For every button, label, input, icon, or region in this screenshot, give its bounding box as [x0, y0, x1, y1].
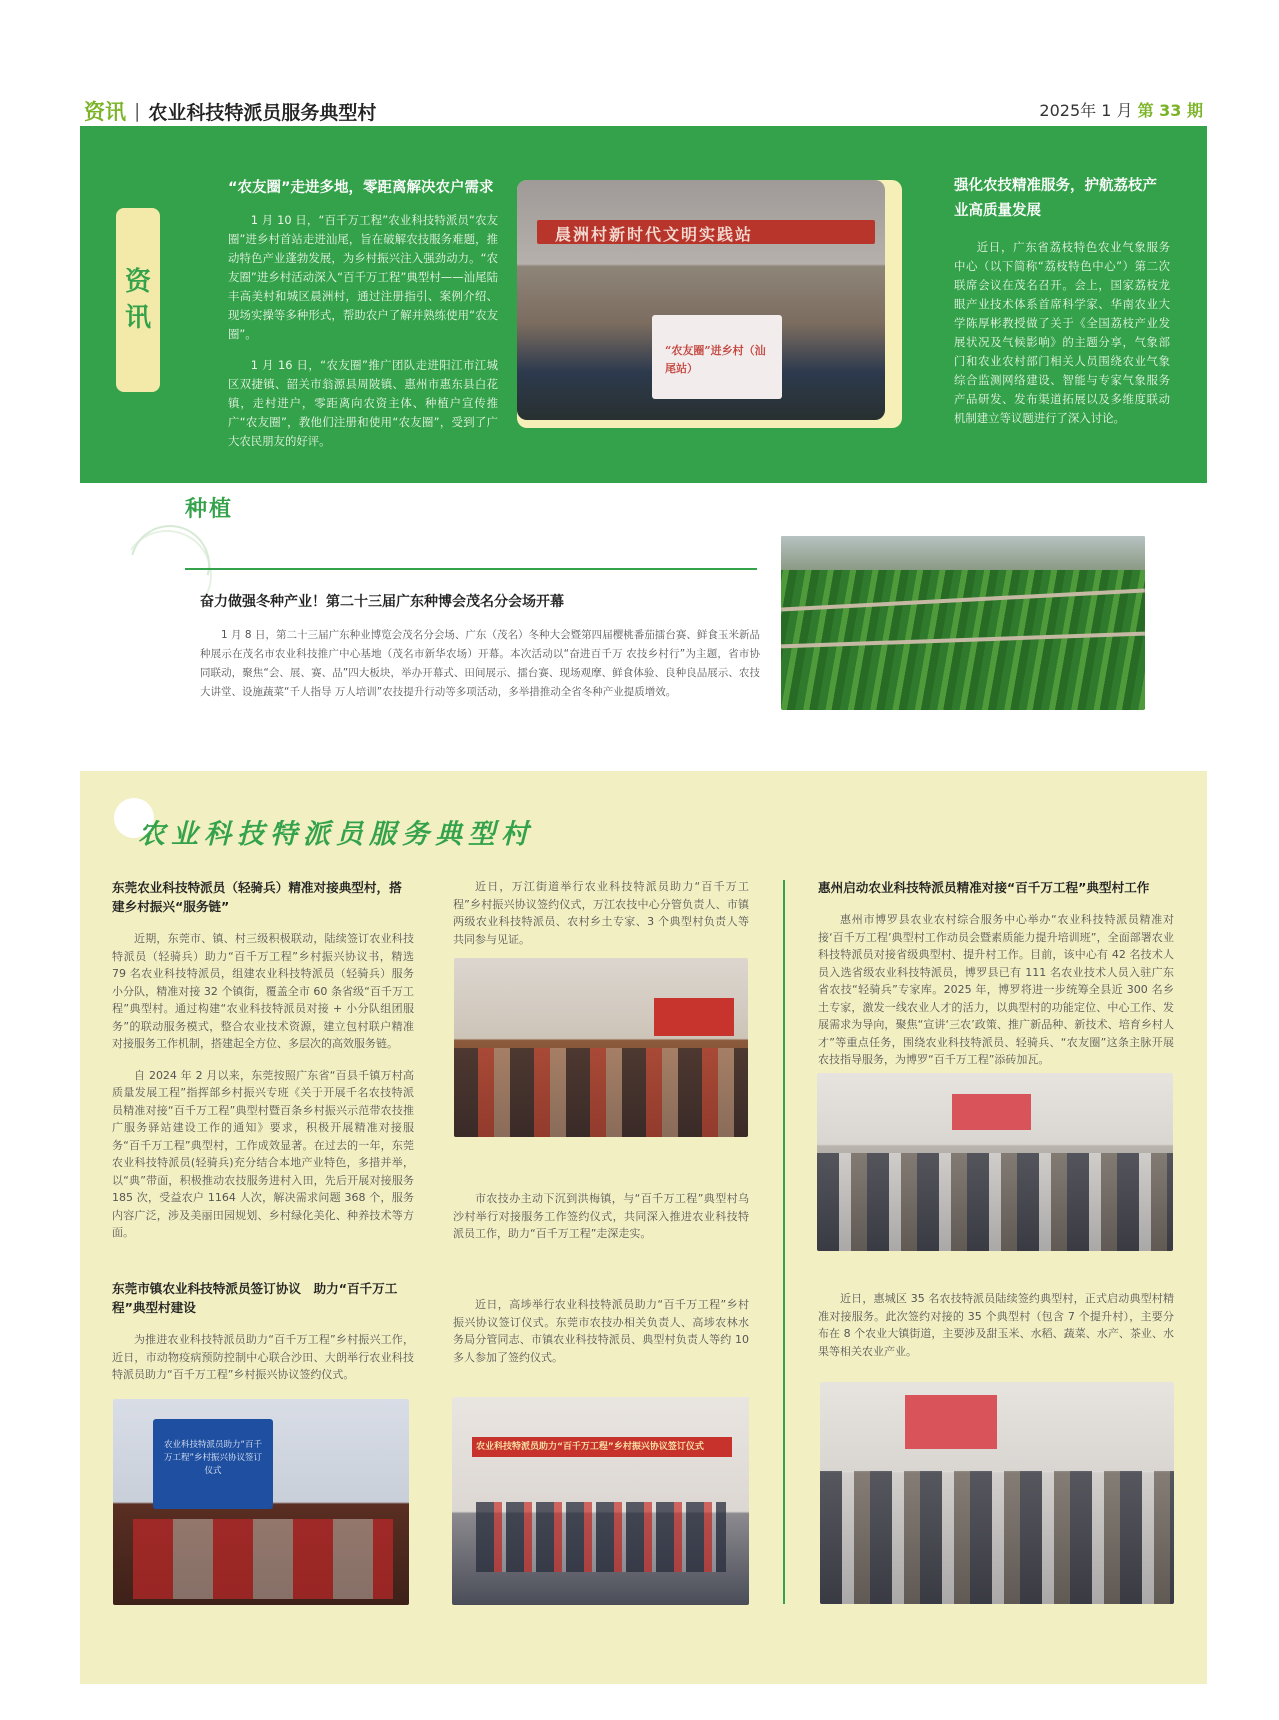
news-left-title: “农友圈”走进多地，零距离解决农户需求 [228, 180, 494, 196]
group-people [476, 1502, 726, 1572]
col2-article-a [453, 878, 749, 948]
news-left-paragraph-2: 1 月 16 日，“农友圈”推广团队走进阳江市江城区双捷镇、韶关市翁源县周陂镇、惠州市惠东县白花镇，走村进户，零距离向农资主体、种植户宣传推广“农友圈”，教他们注册和使用“农友圈”，受到了广大农民朋友的好评。 [228, 358, 498, 448]
col2-photo-group [452, 1397, 749, 1605]
signing-red-screen [905, 1395, 997, 1448]
field-road-2 [781, 632, 1145, 649]
issue-info [1039, 98, 1203, 121]
col1-article-a [112, 878, 414, 1242]
page-header-left [84, 96, 376, 126]
col1-b-title: 东莞市镇农业科技特派员签订协议 助力“百千万工程”典型村建设 [112, 1281, 398, 1315]
col2-paragraph-2: 市农技办主动下沉到洪梅镇，与“百千万工程”典型村乌沙村举行对接服务工作签约仪式，共同深入推进农业科技特派员工作，助力“百千万工程”走深走实。 [453, 1192, 749, 1240]
planting-photo-field [781, 536, 1145, 710]
group-banner-text: “农友圈”进乡村（汕尾站） [665, 344, 766, 375]
col1-photo-signing [113, 1399, 409, 1605]
col2-article-b [453, 1190, 749, 1243]
column-divider [783, 880, 785, 1604]
typical-section-title: 农业科技特派员服务典型村 [138, 819, 534, 850]
planting-label: 种植 [185, 496, 234, 522]
col2-article-c [453, 1296, 749, 1366]
col2-paragraph-1: 近日，万江街道举行农业科技特派员助力“百千万工程”乡村振兴协议签约仪式，万江农技中心分管负责人、市镇两级农业科技特派员、农村乡土专家、3 个典型村负责人等共同参与见证。 [453, 880, 749, 946]
village-sign-text: 晨洲村新时代文明实践站 [555, 225, 754, 244]
news-photo-village [517, 180, 885, 420]
meeting-people [454, 1048, 748, 1138]
section-label: 资讯 [84, 100, 126, 124]
news-left-article [228, 177, 498, 451]
screen-text: 农业科技特派员助力“百千万工程”乡村振兴协议签订仪式 [164, 1440, 262, 1476]
col1-a-paragraph-1: 近期，东莞市、镇、村三级积极联动，陆续签订农业科技特派员（轻骑兵）助力“百千万工程”乡村振兴协议书，精选 79 名农业科技特派员，组建农业科技特派员（轻骑兵）服务小分队，精准对接 32 个镇街，覆盖全市 60 条省级“百千万工程”典型村。通过构建“农业科技特派员对接 + 小分队组团服务”的联动服务模式，整合农业技术资源，建立包村联户精准对接服务工作机制，搭建起全方位、多层次的高效服务链。 [112, 932, 414, 1050]
planting-headline: 奋力做强冬种产业！第二十三届广东种博会茂名分会场开幕 [200, 594, 564, 610]
col3-b-paragraph: 近日，惠城区 35 名农技特派员陆续签约典型村，正式启动典型村精准对接服务。此次签约对接的 35 个典型村（包含 7 个提升村），主要分布在 8 个农业大镇街道，主要涉及甜玉米、水稻、蔬菜、水产、茶业、水果等相关农业产业。 [818, 1292, 1174, 1358]
header-divider: | [134, 100, 141, 122]
col3-photo-hall [817, 1073, 1173, 1251]
news-right-paragraph: 近日，广东省荔枝特色农业气象服务中心（以下简称“荔枝特色中心”）第二次联席会议在茂名召开。会上，国家荔枝龙眼产业技术体系首席科学家、华南农业大学陈厚彬教授做了关于《全国荔枝产业发展状况及气候影响》的主题分享，气象部门和农业农村部门相关人员围绕农业气象综合监测网络建设、智能与专家气象服务产品研发、发布渠道拓展以及多维度联动机制建立等议题进行了深入讨论。 [954, 240, 1170, 425]
col3-article-b [818, 1290, 1174, 1360]
col3-a-title: 惠州启动农业科技特派员精准对接“百千万工程”典型村工作 [818, 880, 1150, 895]
news-left-paragraph-1: 1 月 10 日，“百千万工程”农业科技特派员“农友圈”进乡村首站走进汕尾，旨在破解农技服务难题，推动特色产业蓬勃发展，为乡村振兴注入强劲动力。“农友圈”进乡村活动深入“百千万工程”典型村——汕尾陆丰高美村和城区晨洲村，通过注册指引、案例介绍、现场实操等多种形式，帮助农户了解并熟练使用“农友圈”。 [228, 213, 498, 341]
news-tab [116, 208, 160, 392]
people [133, 1519, 393, 1599]
meeting-red-screen [654, 998, 734, 1036]
hall-people [817, 1153, 1173, 1251]
col2-photo-meeting [454, 958, 748, 1137]
news-tab-char-1: 资 [124, 267, 151, 297]
signing-people [820, 1471, 1174, 1604]
hall-red-screen [952, 1094, 1030, 1130]
group-banner-text: 农业科技特派员助力“百千万工程”乡村振兴协议签订仪式 [476, 1442, 704, 1452]
column-title: 农业科技特派员服务典型村 [148, 101, 377, 124]
col3-a-paragraph: 惠州市博罗县农业农村综合服务中心举办“农业科技特派员精准对接‘百千万工程’典型村工作动员会暨素质能力提升培训班”，全面部署农业科技特派员对接省级典型村、提升村工作。目前，该中心有 42 名技术人员入选省级农业科技特派员，博罗县已有 111 名农业技术人员入驻广东省农技“轻骑兵”专家库。2025 年，博罗将进一步统筹全县近 300 名乡土专家，激发一线农业人才的活力，以典型村的功能定位、中心工作、发展需求为导向，聚焦“宣讲‘三农’政策、推广新品种、新技术、培育乡村人才”等重点任务，围绕农业科技特派员、轻骑兵、“农友圈”这条主脉开展农技指导服务，为博罗“百千万工程”添砖加瓦。 [818, 913, 1174, 1066]
news-right-article [954, 174, 1170, 428]
col1-b-paragraph: 为推进农业科技特派员助力“百千万工程”乡村振兴工作，近日，市动物疫病预防控制中心联合沙田、大朗举行农业科技特派员助力“百千万工程”乡村振兴协议签约仪式。 [112, 1333, 414, 1381]
planting-paragraph: 1 月 8 日，第二十三届广东种业博览会茂名分会场、广东（茂名）冬种大会暨第四届樱桃番茄擂台赛、鲜食玉米新品种展示在茂名市农业科技推广中心基地（茂名市新华农场）开幕。本次活动以“奋进百千万 农技乡村行”为主题，省市协同联动，聚焦“会、展、赛、品”四大板块，举办开幕式、田间展示、擂台赛、现场观摩、鲜食体验、良种良品展示、农技大讲堂、设施蔬菜“千人指导 万人培训”农技提升行动等多项活动，多举措推动全省冬种产业提质增效。 [200, 629, 760, 698]
planting-rule [185, 568, 757, 570]
news-right-title: 强化农技精准服务，护航荔枝产业高质量发展 [954, 178, 1157, 219]
field-sky [781, 536, 1145, 570]
col3-article-a [818, 878, 1174, 1069]
issue-date: 2025年 1 月 [1039, 101, 1133, 120]
field-road [781, 588, 1145, 611]
col1-a-paragraph-2: 自 2024 年 2 月以来，东莞按照广东省“百县千镇万村高质量发展工程”指挥部乡村振兴专班《关于开展千名农技特派员精准对接“百千万工程”典型村暨百条乡村振兴示范带农技推广服务驿站建设工作的通知》要求，积极开展精准对接服务“百千万工程”典型村，工作成效显著。在过去的一年，东莞农业科技特派员(轻骑兵)充分结合本地产业特色，多措并举，以“典”带面，积极推动农技服务进村入田，先后开展对接服务 185 次，受益农户 1164 人次，解决需求问题 368 个，服务内容广泛，涉及美丽田园规划、乡村绿化美化、种养技术等方面。 [112, 1068, 414, 1239]
col2-paragraph-3: 近日，高埗举行农业科技特派员助力“百千万工程”乡村振兴协议签订仪式。东莞市农技办相关负责人、高埗农林水务局分管同志、市镇农业科技特派员、典型村负责人等约 10 多人参加了签约仪式。 [453, 1298, 749, 1364]
col1-article-b [112, 1279, 414, 1384]
col3-photo-signing [820, 1382, 1174, 1604]
news-tab-char-2: 讯 [124, 303, 151, 333]
issue-number: 第 33 期 [1137, 101, 1203, 120]
col1-a-title: 东莞农业科技特派员（轻骑兵）精准对接典型村，搭建乡村振兴“服务链” [112, 880, 402, 914]
